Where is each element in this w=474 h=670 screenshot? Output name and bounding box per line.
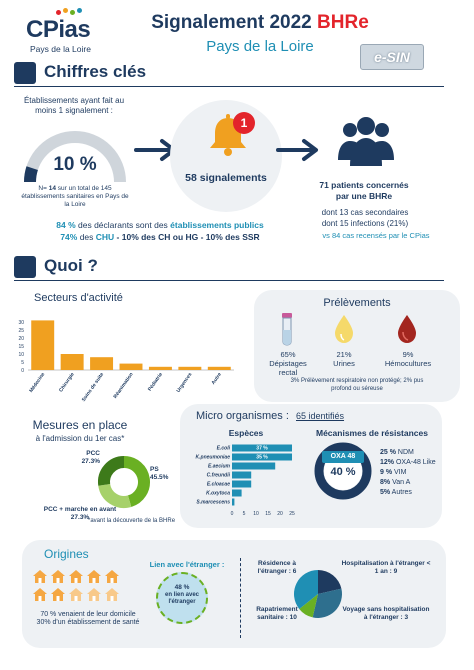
infections: dont 15 infections (21%): [321, 219, 409, 228]
house-icon: [104, 586, 120, 602]
origines-rapatriement: Rapatriement sanitaire : 10: [256, 606, 298, 621]
micro-title-text: Micro organismes :: [196, 410, 289, 422]
y-tick-label: 10: [18, 352, 24, 358]
house-icon: [104, 568, 120, 584]
prelevement-hemocultures: [380, 350, 436, 368]
category-label: K.oxytoca: [206, 490, 230, 497]
logo-subtitle: Pays de la Loire: [30, 44, 91, 54]
y-tick-label: 5: [21, 360, 24, 366]
origines-etab: 30% d'un établissement de santé: [36, 619, 140, 626]
lien-text: en lien avec l'étranger: [164, 592, 200, 605]
data-label: 35 %: [256, 454, 268, 461]
origines-hospit: Hospitalisation à l'étranger < 1 an : 9: [341, 560, 431, 575]
bar: [232, 499, 234, 506]
prelevement-hemocultures-pct: 9%: [402, 350, 414, 359]
logo-dots: [56, 8, 96, 16]
y-tick-label: 15: [18, 344, 24, 350]
house-icon: [86, 586, 102, 602]
x-tick-label: 20: [277, 511, 283, 517]
bar: [149, 367, 172, 370]
section-title-chiffres: Chiffres clés: [44, 62, 147, 81]
declarants-pct: 84 %: [56, 220, 76, 230]
origines-divider: [240, 558, 241, 638]
secteurs-title: Secteurs d'activité: [34, 292, 123, 304]
category-label: C.freundii: [206, 472, 230, 479]
cpias-logo: [20, 8, 115, 56]
prelevement-urines-pct: 21%: [336, 350, 352, 359]
notification-badge: 1: [233, 112, 255, 134]
mesures-pcc: [70, 450, 100, 466]
y-tick-label: 20: [18, 336, 24, 342]
origines-voyage: Voyage sans hospitalisation à l'étranger : 3: [342, 606, 430, 621]
etab-count: [20, 185, 130, 209]
house-icon: [50, 586, 66, 602]
mecanisme-autres-pct: 5%: [380, 489, 391, 496]
oxa-label: OXA 48: [322, 451, 364, 463]
house-icon: [68, 586, 84, 602]
bar: [120, 364, 143, 370]
especes-title: Espèces: [228, 428, 264, 438]
donut-slice: [104, 485, 129, 502]
mecanisme-oxa48like-pct: 12%: [380, 459, 395, 466]
mecanisme-ndm: [380, 448, 440, 458]
mecanismes-title: Mécanismes de résistances: [316, 428, 428, 438]
house-icon: [32, 586, 48, 602]
house-icon: [32, 568, 48, 584]
mesures-ps-pct: 45.5%: [150, 474, 169, 481]
page-subtitle: Pays de la Loire: [206, 38, 314, 55]
mecanisme-autres-name: Autres: [390, 489, 412, 496]
bar: [61, 354, 84, 370]
especes-chart: [186, 440, 304, 522]
etab-count-prefix: N=: [38, 185, 49, 192]
declarants-text: des déclarants sont des: [75, 220, 171, 230]
declarants-line: [20, 220, 300, 230]
house-icon: [50, 568, 66, 584]
mecanisme-vana-name: Van A: [390, 479, 411, 486]
x-tick-label: Soins de suite: [80, 371, 106, 403]
etab-count-value: 14: [48, 185, 56, 192]
x-tick-label: Autre: [210, 371, 223, 386]
data-label: 37 %: [256, 445, 268, 452]
origines-title: Origines: [44, 547, 89, 561]
x-tick-label: 0: [230, 511, 234, 517]
x-tick-label: 15: [265, 511, 271, 517]
origines-residence: Résidence à l'étranger : 6: [257, 560, 297, 575]
chu-line: [20, 232, 300, 242]
mecanisme-vana: [380, 478, 440, 488]
x-tick-label: 25: [289, 511, 295, 517]
lien-content: [156, 584, 208, 606]
houses-grid: [32, 568, 122, 608]
y-tick-label: 30: [18, 320, 24, 326]
blood-drop-icon: [396, 314, 418, 344]
urine-drop-icon: [333, 314, 355, 344]
section-marker: [14, 62, 36, 84]
arrow-right-icon: [276, 138, 320, 162]
lien-title: Lien avec l'étranger :: [149, 560, 225, 569]
secteurs-chart: [8, 308, 240, 408]
section-marker: [14, 256, 36, 278]
donut-slice: [124, 462, 144, 501]
x-tick-label: Pédiatrie: [147, 371, 165, 393]
chu-pct: 74%: [60, 232, 78, 242]
origines-domicile: 70 % venaient de leur domicile: [40, 611, 136, 618]
prelevement-rectal-pct: 65%: [280, 350, 296, 359]
mesures-pcc-pct: 27.3%: [81, 458, 100, 465]
mecanisme-vim-pct: 9 %: [380, 469, 393, 476]
prelevement-hemocultures-label: Hémocultures: [384, 359, 432, 368]
x-tick-label: Chirurgie: [58, 371, 76, 394]
section-divider: [14, 86, 444, 87]
category-label: K.pneumoniae: [195, 454, 230, 461]
mesures-pcc-label: PCC: [86, 450, 100, 457]
micro-identified: 65 identifiés: [295, 411, 345, 421]
micro-title: [196, 410, 344, 422]
house-icon: [68, 568, 84, 584]
prelevements-title: Prélèvements: [323, 297, 391, 309]
mesures-pcc-marche-pct: 27.3%: [70, 514, 90, 521]
mecanisme-ndm-name: NDM: [395, 449, 414, 456]
cpias-comparison: vs 84 cas recensés par le CPias: [322, 231, 430, 240]
y-tick-label: 25: [18, 328, 24, 334]
patients-icon: [336, 116, 396, 168]
patients-count: 71 patients concernés par une BHRe: [319, 180, 409, 201]
bar: [90, 357, 113, 370]
mesures-ps-label: PS: [150, 466, 159, 473]
lien-pct: 48 %: [174, 584, 190, 591]
test-tube-icon: [276, 312, 298, 348]
mecanisme-vana-pct: 8%: [380, 479, 391, 486]
mecanisme-oxa48like: [380, 458, 440, 468]
declarants-public: établissements publics: [170, 220, 264, 230]
mesures-title: Mesures en place: [32, 418, 128, 432]
x-tick-label: 10: [253, 511, 259, 517]
esin-logo-text: e-SIN: [374, 49, 410, 65]
category-label: S.marcescens: [196, 499, 230, 506]
etab-label: Établissements ayant fait au moins 1 signalement :: [23, 96, 125, 115]
bar: [178, 367, 201, 370]
etab-gauge-percent: 10 %: [53, 154, 97, 175]
x-tick-label: Urgences: [175, 371, 194, 394]
logo-text: CPias: [26, 16, 91, 43]
mecanisme-autres: [380, 488, 440, 498]
bar: [232, 463, 275, 470]
bar: [232, 490, 242, 497]
category-label: E.aecium: [208, 463, 230, 470]
page-title-main: Signalement 2022: [151, 12, 318, 33]
bar: [208, 367, 231, 370]
mesures-donut: [96, 454, 152, 510]
category-label: E.coli: [216, 445, 230, 452]
page-title: [120, 12, 400, 34]
donut-slice: [104, 462, 124, 485]
mecanisme-vim-name: VIM: [392, 469, 407, 476]
bar: [31, 320, 54, 370]
section-title-quoi: Quoi ?: [44, 256, 98, 275]
page-title-accent: BHRe: [317, 12, 369, 33]
prelevement-rectal: [262, 350, 314, 377]
category-label: E.cloacae: [206, 481, 230, 488]
x-tick-label: Réanimation: [112, 371, 135, 400]
x-tick-label: Médecine: [28, 371, 47, 394]
y-tick-label: 0: [21, 368, 24, 374]
prelevement-urines-label: Urines: [333, 359, 355, 368]
secondaires: dont 13 cas secondaires: [321, 208, 409, 217]
house-icon: [86, 568, 102, 584]
mecanismes-list: [380, 448, 440, 498]
etab-count-text: sur un total de 145 établissements sanitaires en Pays de la Loire: [21, 185, 129, 208]
mecanisme-vim: [380, 468, 440, 478]
bar: [232, 472, 251, 479]
ch-part: - 10% des CH ou HG - 10% des SSR: [114, 232, 260, 242]
prelevement-rectal-label: Dépistages rectal: [269, 359, 307, 377]
esin-logo: [360, 44, 424, 70]
prelevements-note: 3% Prélèvement respiratoire non protégé; 2% pus profond ou séreuse: [290, 378, 424, 392]
section-divider: [14, 280, 444, 281]
mesures-subtitle: à l'admission du 1er cas*: [35, 434, 125, 443]
prelevement-urines: [318, 350, 370, 368]
mesures-ps: [150, 466, 180, 482]
mesures-footnote: *avant la découverte de la BHRe: [88, 518, 176, 524]
signalements-count: 58 signalements: [185, 172, 267, 184]
chu-text: des: [77, 232, 96, 242]
oxa-pct: 40 %: [330, 466, 356, 478]
mesures-pcc-marche-label: PCC + marche en avant: [43, 506, 117, 513]
x-tick-label: 5: [242, 511, 246, 517]
mecanisme-oxa48like-name: OXA-48 Like: [394, 459, 436, 466]
mecanisme-ndm-pct: 25 %: [380, 449, 396, 456]
bar: [232, 481, 251, 488]
chu-label: CHU: [95, 232, 115, 242]
